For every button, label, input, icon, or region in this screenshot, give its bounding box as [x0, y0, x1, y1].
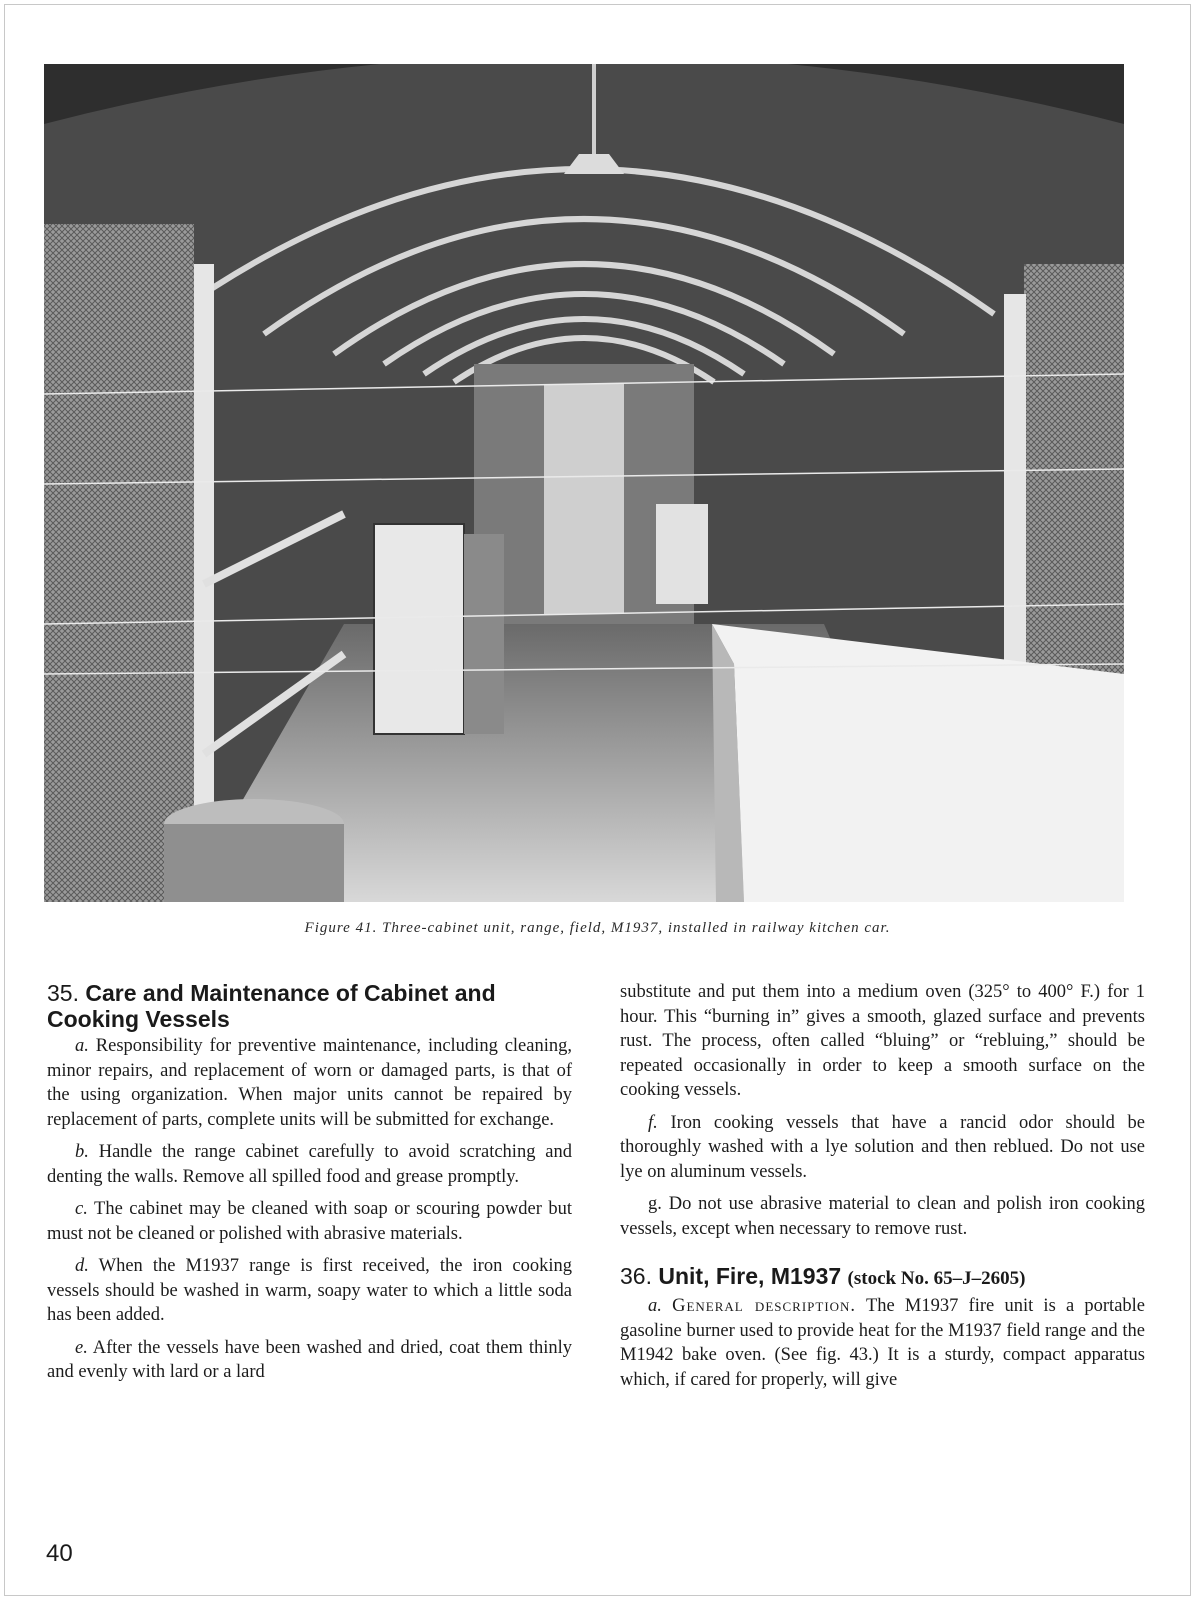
- section-36-paragraph-a-heading: General description.: [672, 1296, 857, 1316]
- section-36-stock-ref: (stock No. 65–J–2605): [847, 1268, 1026, 1289]
- section-36-heading: [620, 1263, 1145, 1292]
- paragraph-d-label: d.: [75, 1256, 89, 1276]
- paragraph-d-text: When the M1937 range is first received, the iron cooking vessels should be washed in warm, soapy water to which a little soda has been added.: [47, 1256, 573, 1325]
- left-column: [47, 980, 572, 1393]
- section-35-heading: [47, 980, 572, 1032]
- paragraph-e-continuation: substitute and put them into a medium oven (325° to 400° F.) for 1 hour. This “burning in” gives a smooth, glazed surface and prevents rust. The process, often called “bluing” or “rebluing,” should be repeated occasionally in order to keep a smooth surface on the cooking vessels.: [620, 982, 1145, 1100]
- paragraph-a: [47, 1034, 572, 1132]
- paragraph-b-text: Handle the range cabinet carefully to avoid scratching and denting the walls. Remove all spilled food and grease promptly.: [47, 1142, 573, 1187]
- paragraph-f: [620, 1111, 1145, 1185]
- paragraph-e: [47, 1336, 572, 1385]
- paragraph-f-label: f.: [648, 1112, 658, 1133]
- paragraph-c-text: The cabinet may be cleaned with soap or scouring powder but must not be cleaned or polished with abrasive materials.: [47, 1199, 572, 1244]
- paragraph-e-text: After the vessels have been washed and dried, coat them thinly and evenly with lard or a lard: [47, 1337, 572, 1382]
- paragraph-g-label: g.: [648, 1194, 662, 1214]
- paragraph-f-text: Iron cooking vessels that have a rancid odor should be thoroughly washed with a lye solution and then reblued. Do not use lye on aluminum vessels.: [620, 1112, 1145, 1182]
- paragraph-b-label: b.: [75, 1142, 89, 1162]
- paragraph-a-text: Responsibility for preventive maintenance, including cleaning, minor repairs, and replacement of worn or damaged parts, is that of the using organization. When major units cannot be repaired by replacement of parts, complete units will be submitted for exchange.: [47, 1036, 572, 1130]
- paragraph-c: [47, 1197, 572, 1246]
- paragraph-c-label: c.: [75, 1199, 88, 1219]
- section-36-title: Unit, Fire, M1937: [658, 1263, 842, 1289]
- page-number: 40: [46, 1540, 73, 1567]
- section-gap: [620, 1249, 1145, 1263]
- right-column: [620, 980, 1145, 1400]
- paragraph-e-label: e.: [75, 1337, 88, 1358]
- paragraph-a-label: a.: [75, 1036, 89, 1056]
- section-35-number: 35.: [47, 980, 79, 1006]
- section-36-number: 36.: [620, 1263, 652, 1289]
- section-36-paragraph-a-label: a.: [648, 1296, 662, 1316]
- figure-caption: Figure 41. Three-cabinet unit, range, field, M1937, installed in railway kitchen car.: [304, 920, 891, 936]
- section-35-title: Care and Maintenance of Cabinet and Cooking Vessels: [47, 980, 496, 1032]
- paragraph-g: [620, 1192, 1145, 1241]
- section-36-paragraph-a-text: The M1937 fire unit is a portable gasoline burner used to provide heat for the M1937 field range and the M1942 bake oven. (See fig. 43.) It is a sturdy, compact apparatus which, if cared for properly, will give: [620, 1296, 1146, 1390]
- paragraph-b: [47, 1140, 572, 1189]
- kitchen-car-photo: [44, 64, 1124, 902]
- paragraph-d: [47, 1254, 572, 1328]
- section-36-paragraph-a: [620, 1294, 1145, 1392]
- paragraph-g-text: Do not use abrasive material to clean and polish iron cooking vessels, except when necessary to remove rust.: [620, 1194, 1146, 1239]
